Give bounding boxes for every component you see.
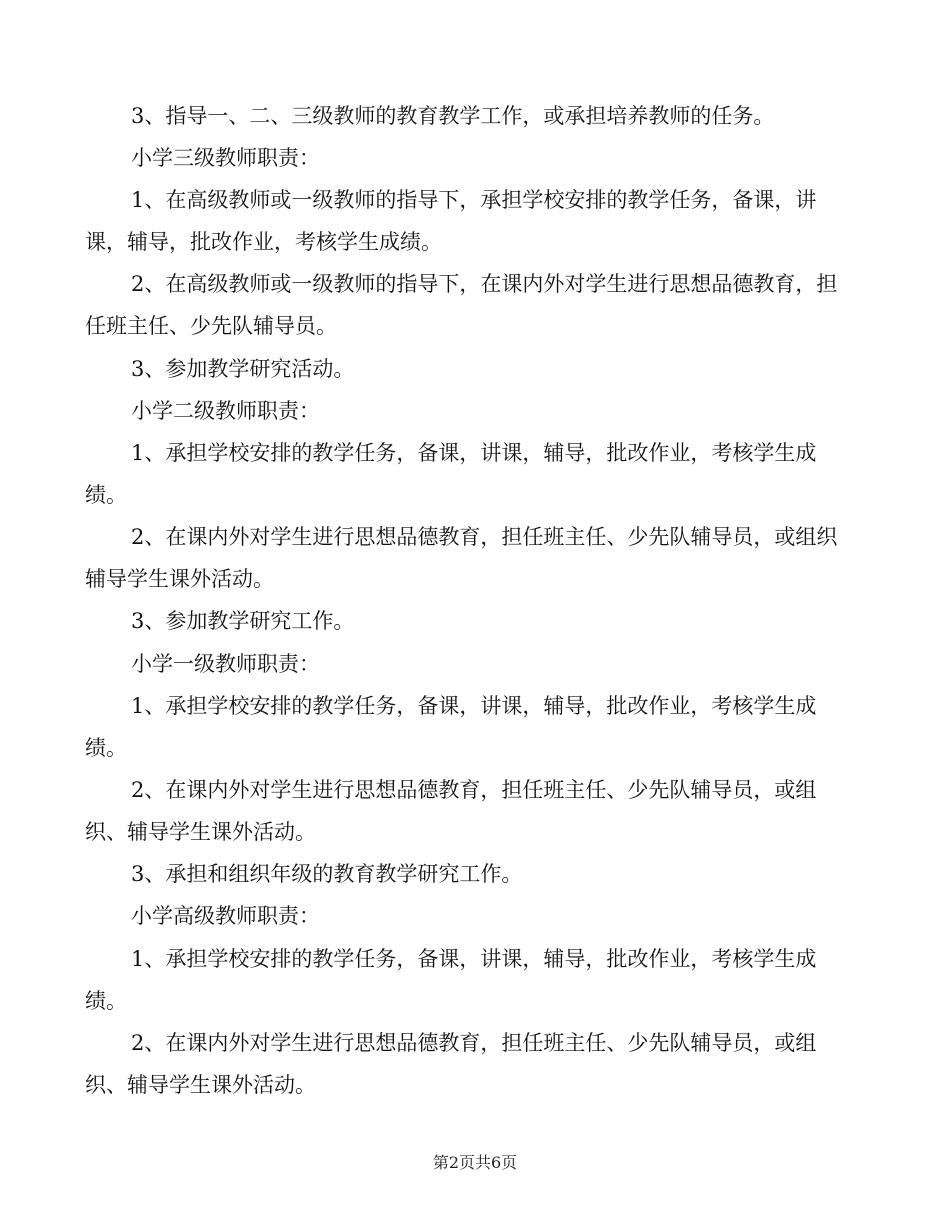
page-number-footer: 第2页共6页 (432, 1153, 518, 1172)
paragraph-line: 绩。 (85, 989, 127, 1013)
paragraph-line: 2、在课内外对学生进行思想品德教育，担任班主任、少先队辅导员，或组织 (131, 525, 838, 549)
paragraph-line: 织、辅导学生课外活动。 (85, 1073, 316, 1097)
section-heading: 小学二级教师职责： (131, 399, 320, 423)
paragraph-line: 绩。 (85, 736, 127, 760)
paragraph-line: 课，辅导，批改作业，考核学生成绩。 (85, 230, 442, 254)
paragraph-line: 2、在高级教师或一级教师的指导下，在课内外对学生进行思想品德教育，担 (131, 272, 838, 296)
section-heading: 小学三级教师职责： (131, 146, 320, 170)
paragraph-line: 3、承担和组织年级的教育教学研究工作。 (131, 862, 523, 886)
paragraph-line: 辅导学生课外活动。 (85, 567, 274, 591)
paragraph-line: 3、参加教学研究活动。 (131, 357, 355, 381)
paragraph-line: 3、指导一、二、三级教师的教育教学工作，或承担培养教师的任务。 (131, 104, 775, 128)
paragraph-line: 1、承担学校安排的教学任务，备课，讲课，辅导，批改作业，考核学生成 (131, 694, 817, 718)
section-heading: 小学高级教师职责： (131, 904, 320, 928)
paragraph-line: 1、在高级教师或一级教师的指导下，承担学校安排的教学任务，备课，讲 (131, 188, 817, 212)
paragraph-line: 3、参加教学研究工作。 (131, 609, 355, 633)
paragraph-line: 织、辅导学生课外活动。 (85, 820, 316, 844)
paragraph-line: 2、在课内外对学生进行思想品德教育，担任班主任、少先队辅导员，或组 (131, 1031, 817, 1055)
paragraph-line: 任班主任、少先队辅导员。 (85, 314, 337, 338)
paragraph-line: 1、承担学校安排的教学任务，备课，讲课，辅导，批改作业，考核学生成 (131, 947, 817, 971)
paragraph-line: 绩。 (85, 483, 127, 507)
section-heading: 小学一级教师职责： (131, 652, 320, 676)
paragraph-line: 2、在课内外对学生进行思想品德教育，担任班主任、少先队辅导员，或组 (131, 778, 817, 802)
paragraph-line: 1、承担学校安排的教学任务，备课，讲课，辅导，批改作业，考核学生成 (131, 441, 817, 465)
